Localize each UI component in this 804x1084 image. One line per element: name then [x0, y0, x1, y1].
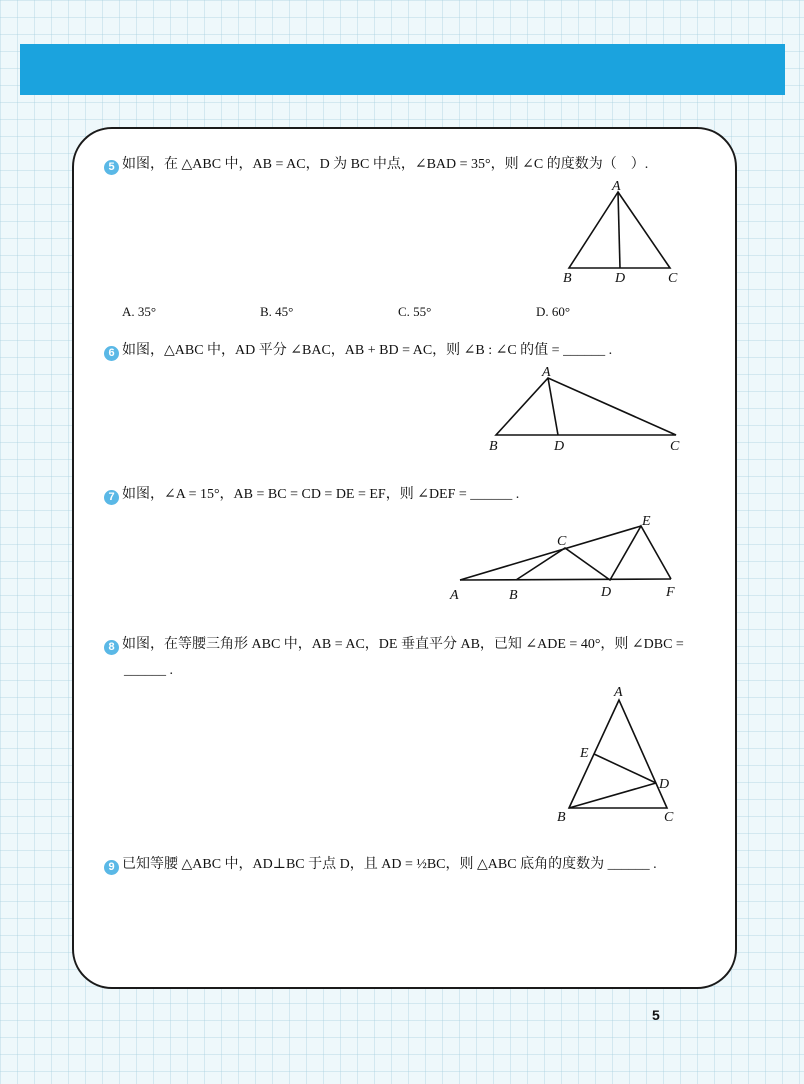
option-b: B. 45°	[260, 304, 294, 319]
top-banner	[20, 44, 785, 95]
label-a: A	[542, 365, 551, 380]
page-number: 5	[652, 1007, 660, 1023]
question-5-text: 如图，在 △ABC 中，AB = AC，D 为 BC 中点，∠BAD = 35°，则 ∠C 的度数为（ ）.	[122, 157, 649, 172]
question-8-continuation	[124, 662, 173, 680]
label-c: C	[557, 534, 567, 549]
question-6-text: 如图，△ABC 中，AD 平分 ∠BAC，AB + BD = AC，则 ∠B : ∠C 的值 = ______ .	[122, 343, 613, 358]
figure-q8-triangle	[552, 682, 682, 827]
segment-ad	[618, 192, 620, 268]
label-a: A	[614, 685, 623, 700]
figure-q7-zigzag	[444, 510, 689, 605]
question-7	[104, 486, 519, 505]
label-b: B	[563, 271, 572, 286]
label-a: A	[450, 588, 459, 603]
option-a: A. 35°	[122, 304, 157, 319]
label-e: E	[580, 746, 589, 761]
question-9-text: 已知等腰 △ABC 中，AD⊥BC 于点 D，且 AD = ½BC，则 △ABC 底角的度数为 ______ .	[122, 857, 657, 872]
label-f: F	[666, 585, 675, 600]
question-number-badge: 7	[104, 490, 119, 505]
label-b: B	[557, 810, 566, 825]
question-8-text: 如图，在等腰三角形 ABC 中，AB = AC，DE 垂直平分 AB，已知 ∠ADE = 40°，则 ∠DBC =	[122, 637, 684, 652]
segment-ad	[548, 378, 558, 435]
triangle-abc	[496, 378, 676, 435]
zigzag-bcdef	[516, 526, 671, 580]
option-c: C. 55°	[398, 304, 432, 319]
question-number-badge: 6	[104, 346, 119, 361]
question-number-badge: 8	[104, 640, 119, 655]
option-d: D. 60°	[536, 304, 571, 319]
question-6	[104, 342, 612, 361]
label-d: D	[554, 439, 565, 454]
label-d: D	[615, 271, 626, 286]
label-b: B	[489, 439, 498, 454]
label-d: D	[659, 777, 670, 792]
label-d: D	[601, 585, 612, 600]
question-8-text-2: ______ .	[124, 663, 173, 678]
question-8	[104, 636, 684, 655]
question-7-text: 如图，∠A = 15°，AB = BC = CD = DE = EF，则 ∠DEF = ______ .	[122, 487, 520, 502]
label-c: C	[670, 439, 680, 454]
segment-bd	[569, 783, 656, 808]
question-number-badge: 9	[104, 860, 119, 875]
label-c: C	[668, 271, 678, 286]
label-a: A	[612, 179, 621, 194]
segment-ed	[594, 754, 656, 783]
figure-q5-triangle	[556, 176, 686, 286]
label-c: C	[664, 810, 674, 825]
question-5	[104, 156, 648, 175]
label-e: E	[642, 514, 651, 529]
ray-af	[460, 579, 671, 580]
figure-q6-triangle	[484, 362, 689, 456]
question-9	[104, 856, 657, 875]
question-number-badge: 5	[104, 160, 119, 175]
label-b: B	[509, 588, 518, 603]
